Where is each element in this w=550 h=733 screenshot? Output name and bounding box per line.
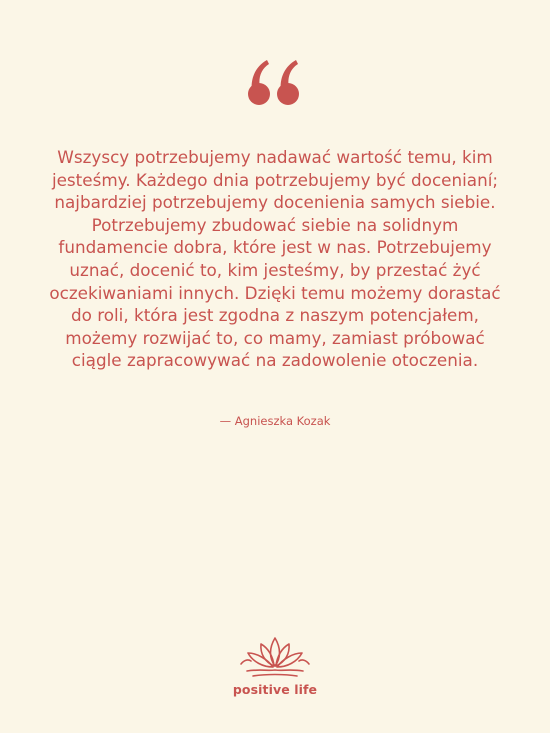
quote-author: — Agnieszka Kozak [219,414,331,428]
brand-logo [0,634,550,697]
brand-name: positive life [232,682,318,697]
quote-mark-icon [0,58,550,118]
quote-text: Wszyscy potrzebujemy nadawać wartość temu, kim jesteśmy. Każdego dnia potrzebujemy być docenianí; najbardziej potrzebujemy docenienia samych siebie. Potrzebujemy zbudować siebie na solidnym fundamencie dobra, które jest w nas. Potrzebujemy uznać, docenić to, kim jesteśmy, by przestać żyć oczekiwaniami innych. Dzięki temu możemy dorastać do roli, która jest zgodna z naszym potencjałem, możemy rozwijać to, co mamy, zamiast próbować ciągle zapracowywać na zadowolenie otoczenia. [49,147,501,371]
opening-quote-icon [248,58,302,108]
lotus-icon [239,634,311,680]
